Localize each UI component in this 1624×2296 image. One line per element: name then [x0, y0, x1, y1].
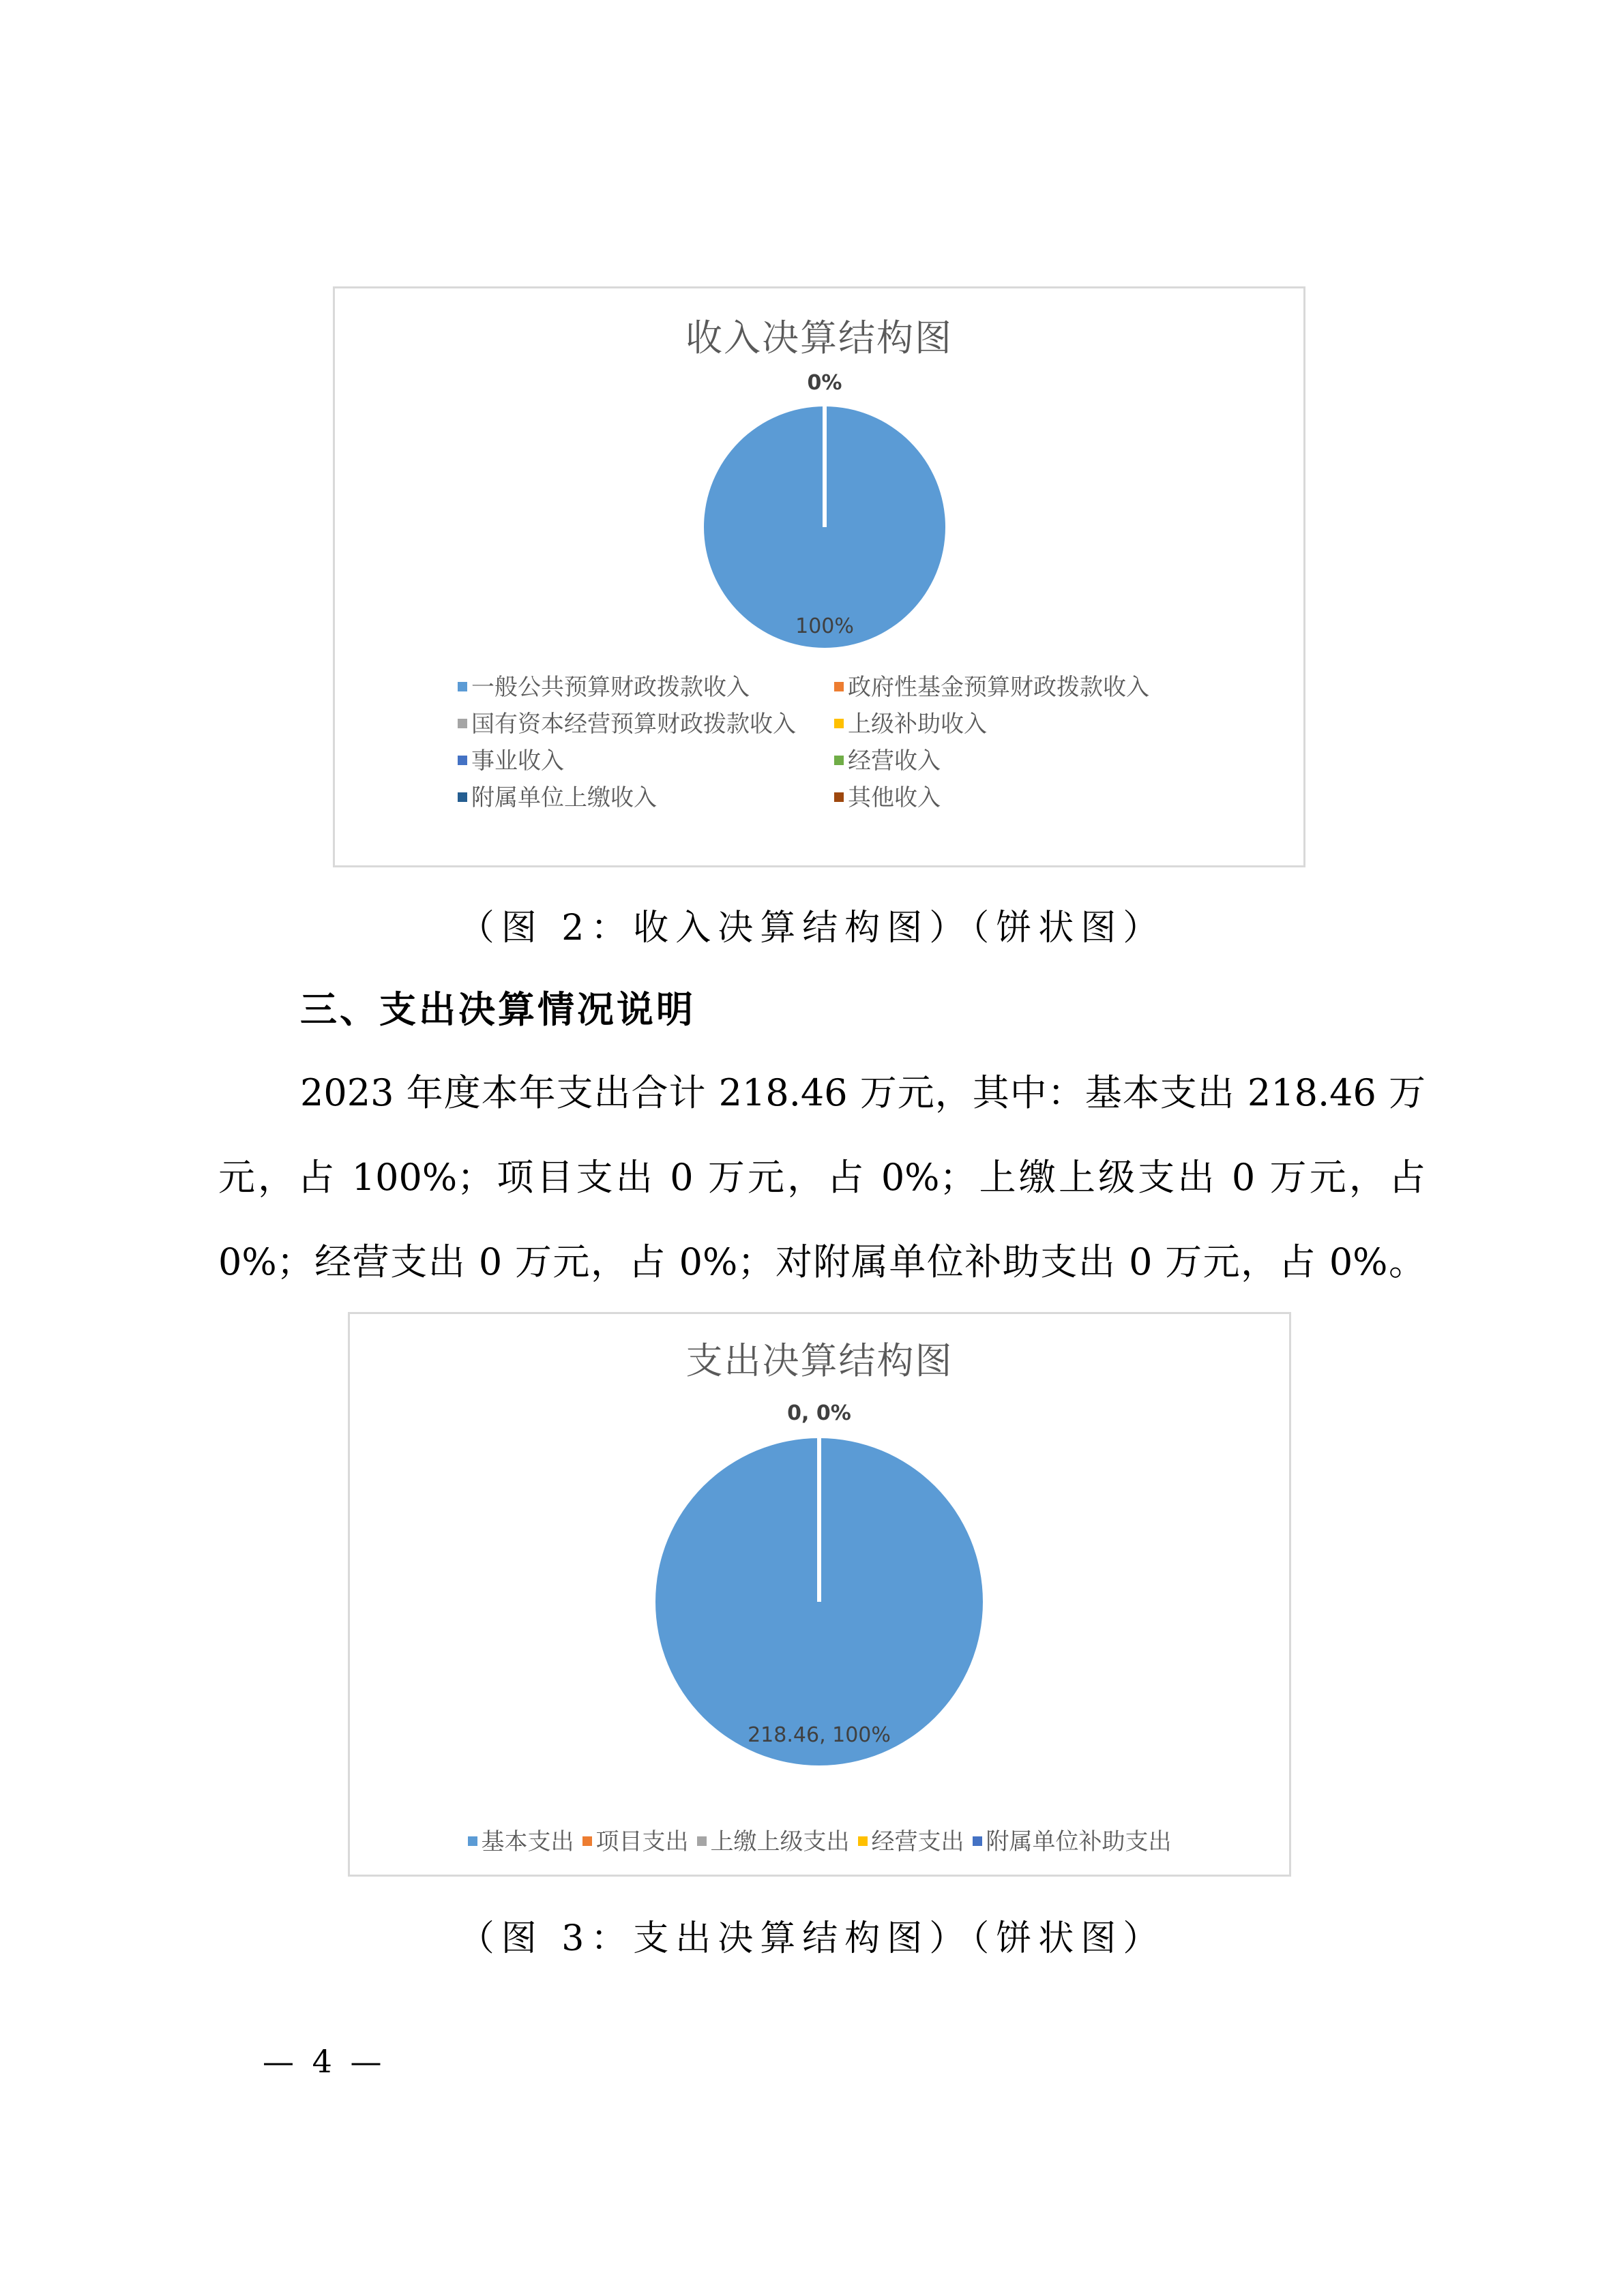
legend-label: 一般公共预算财政拨款收入 — [471, 674, 750, 701]
legend-item — [458, 747, 564, 775]
legend-item — [458, 674, 750, 701]
page-number: — 4 — — [263, 2043, 386, 2080]
legend-label: 其他收入 — [848, 784, 941, 811]
legend-swatch — [834, 682, 844, 691]
legend-label: 基本支出 — [481, 1828, 574, 1855]
legend-swatch — [697, 1836, 707, 1846]
chart-title: 收入决算结构图 — [685, 316, 953, 359]
legend-item — [458, 784, 657, 811]
paragraph-line-2: 元，占 100%；项目支出 0 万元，占 0%；上缴上级支出 0 万元，占 — [218, 1156, 1426, 1199]
data-label-top: 0, 0% — [787, 1401, 851, 1425]
legend-label: 政府性基金预算财政拨款收入 — [848, 674, 1149, 701]
expenditure-pie — [350, 1314, 1289, 1875]
legend-item — [858, 1828, 964, 1855]
legend-swatch — [858, 1836, 868, 1846]
legend-item — [582, 1828, 689, 1855]
figure3-caption: （图 3：支出决算结构图）（饼状图） — [458, 1918, 1166, 1959]
legend-label: 国有资本经营预算财政拨款收入 — [471, 711, 796, 738]
paragraph-line-3: 0%；经营支出 0 万元，占 0%；对附属单位补助支出 0 万元，占 0%。 — [218, 1240, 1426, 1283]
legend-item — [834, 674, 1149, 701]
data-label-main: 218.46, 100% — [748, 1723, 891, 1747]
legend-swatch — [834, 756, 844, 765]
data-label-top: 0% — [807, 371, 842, 395]
income-pie — [335, 288, 1303, 865]
legend-swatch — [458, 719, 467, 728]
legend-swatch — [834, 719, 844, 728]
expenditure-structure-chart — [348, 1312, 1291, 1877]
data-label-main: 100% — [795, 614, 854, 638]
expenditure-legend — [350, 1828, 1289, 1855]
legend-item — [834, 784, 941, 811]
legend-swatch — [582, 1836, 592, 1846]
legend-label: 项目支出 — [595, 1828, 689, 1855]
legend-swatch — [458, 682, 467, 691]
legend-swatch — [458, 756, 467, 765]
legend-item — [834, 747, 941, 775]
income-structure-chart — [333, 286, 1305, 867]
legend-label: 经营支出 — [871, 1828, 964, 1855]
legend-swatch — [834, 792, 844, 802]
section-heading: 三、支出决算情况说明 — [300, 988, 696, 1031]
legend-label: 附属单位上缴收入 — [471, 784, 657, 811]
legend-item — [468, 1828, 574, 1855]
legend-swatch — [458, 792, 467, 802]
legend-label: 上级补助收入 — [848, 711, 987, 738]
legend-item — [973, 1828, 1172, 1855]
paragraph-line-1: 2023 年度本年支出合计 218.46 万元，其中：基本支出 218.46 万 — [300, 1071, 1426, 1114]
figure2-caption: （图 2：收入决算结构图）（饼状图） — [458, 908, 1166, 949]
legend-label: 经营收入 — [848, 747, 941, 775]
legend-swatch — [468, 1836, 477, 1846]
legend-label: 事业收入 — [471, 747, 564, 775]
chart-title: 支出决算结构图 — [685, 1339, 954, 1382]
legend-label: 附属单位补助支出 — [986, 1828, 1172, 1855]
legend-label: 上缴上级支出 — [710, 1828, 850, 1855]
legend-item — [458, 711, 796, 738]
legend-swatch — [973, 1836, 982, 1846]
legend-item — [834, 711, 987, 738]
legend-item — [697, 1828, 850, 1855]
